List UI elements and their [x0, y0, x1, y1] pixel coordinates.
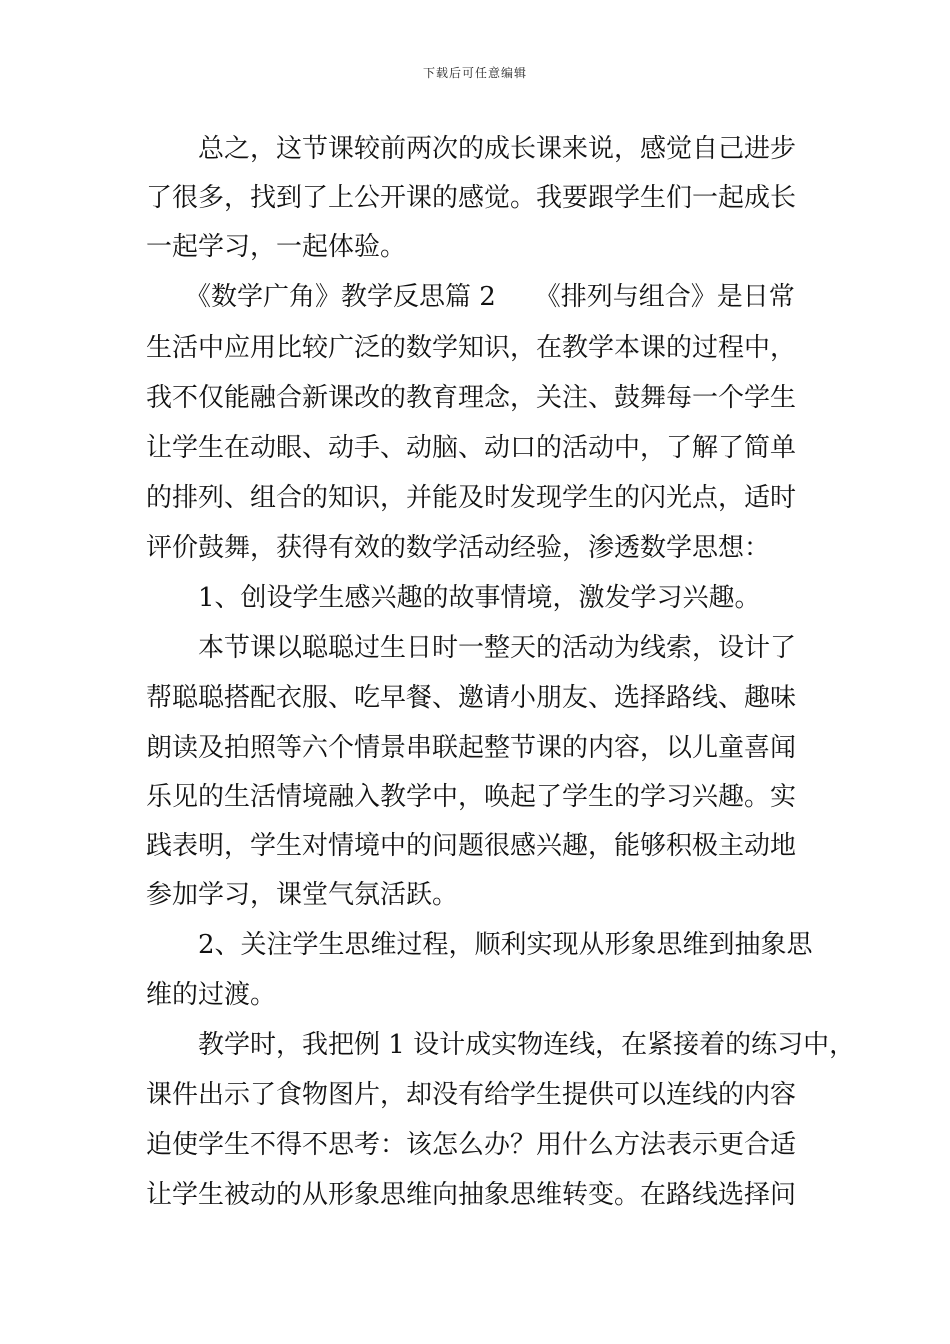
text-line: 践表明，学生对情境中的问题很感兴趣，能够积极主动地	[146, 831, 797, 861]
text-line: 的排列、组合的知识，并能及时发现学生的闪光点，适时	[146, 483, 797, 513]
text-line: 教学时，我把例 1 设计成实物连线，在紧接着的练习中，	[146, 1030, 856, 1060]
text-line: 本节课以聪聪过生日时一整天的活动为线索，设计了	[146, 633, 797, 663]
text-line: 生活中应用比较广泛的数学知识，在教学本课的过程中，	[146, 333, 797, 363]
text-line: 一起学习，一起体验。	[146, 232, 407, 262]
text-line: 维的过渡。	[146, 980, 277, 1010]
text-line: 总之，这节课较前两次的成长课来说，感觉自己进步	[146, 134, 797, 164]
text-line: 《数学广角》教学反思篇 2 《排列与组合》是日常	[146, 282, 795, 312]
text-line: 参加学习，课堂气氛活跃。	[146, 880, 459, 910]
page-header: 下载后可任意编辑	[422, 66, 527, 80]
text-line: 迫使学生不得不思考：该怎么办？用什么方法表示更合适	[146, 1130, 797, 1160]
text-line: 了很多，找到了上公开课的感觉。我要跟学生们一起成长	[146, 183, 797, 213]
text-line: 2、关注学生思维过程，顺利实现从形象思维到抽象思	[146, 930, 813, 960]
text-line: 乐见的生活情境融入教学中，唤起了学生的学习兴趣。实	[146, 782, 797, 812]
text-line: 朗读及拍照等六个情景串联起整节课的内容，以儿童喜闻	[146, 733, 797, 763]
text-line: 1、创设学生感兴趣的故事情境，激发学习兴趣。	[146, 583, 761, 613]
text-line: 帮聪聪搭配衣服、吃早餐、邀请小朋友、选择路线、趣味	[146, 683, 797, 713]
text-line: 课件出示了食物图片，却没有给学生提供可以连线的内容	[146, 1080, 797, 1110]
text-line: 让学生被动的从形象思维向抽象思维转变。在路线选择问	[146, 1180, 797, 1210]
text-line: 我不仅能融合新课改的教育理念，关注、鼓舞每一个学生	[146, 383, 797, 413]
text-line: 让学生在动眼、动手、动脑、动口的活动中，了解了简单	[146, 433, 797, 463]
text-line: 评价鼓舞，获得有效的数学活动经验，渗透数学思想：	[146, 533, 771, 563]
